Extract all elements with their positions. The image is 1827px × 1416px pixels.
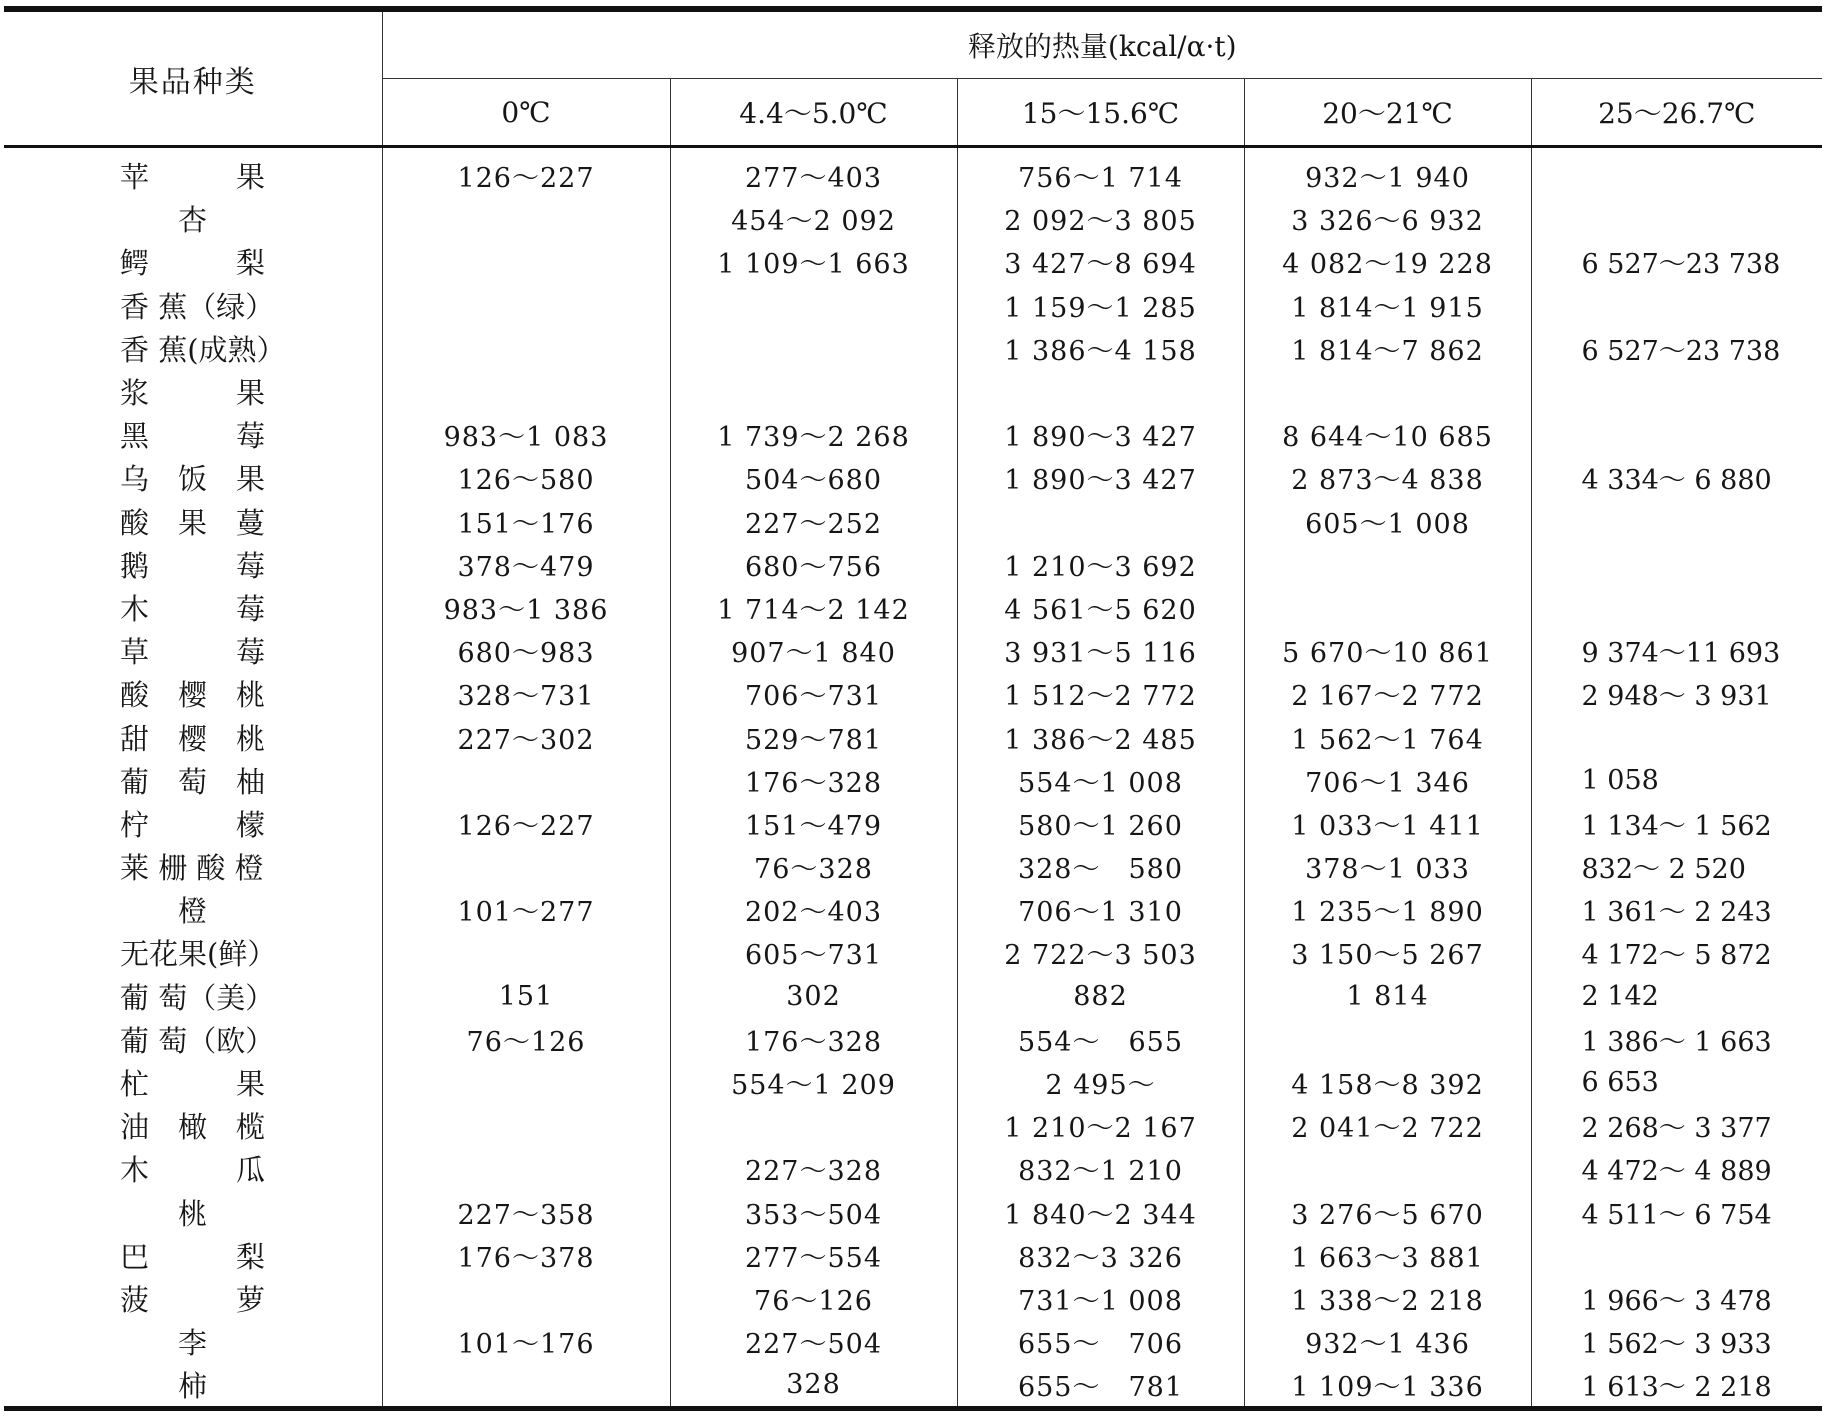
heat-value-cell-4 (1531, 1234, 1822, 1277)
heat-release-table-frame (4, 6, 1822, 1408)
heat-value-cell-0: 328～731 (382, 672, 670, 715)
table-row (4, 500, 1822, 543)
heat-value-cell-0: 76～126 (382, 1018, 670, 1061)
heat-value-cell-3 (1244, 370, 1531, 413)
heat-value-cell-3: 2 873～4 838 (1244, 456, 1531, 499)
heat-value-cell-4 (1531, 543, 1822, 586)
heat-value-cell-1: 554～1 209 (670, 1061, 957, 1104)
heat-value-cell-4 (1531, 147, 1822, 198)
heat-value-cell-4: 9 374～11 693 (1531, 629, 1822, 672)
heat-value-cell-1: 907～1 840 (670, 629, 957, 672)
heat-value-cell-3: 378～1 033 (1244, 845, 1531, 888)
heat-value-cell-0: 151 (382, 975, 670, 1018)
heat-value-cell-0: 126～580 (382, 456, 670, 499)
heat-value-cell-0: 378～479 (382, 543, 670, 586)
heat-value-cell-3 (1244, 1147, 1531, 1190)
heat-value-cell-1: 504～680 (670, 456, 957, 499)
heat-value-cell-4: 2 268～ 3 377 (1531, 1104, 1822, 1147)
heat-value-cell-3: 932～1 940 (1244, 147, 1531, 198)
heat-value-cell-1: 328 (670, 1363, 957, 1409)
heat-value-cell-4: 1 613～ 2 218 (1531, 1363, 1822, 1409)
heat-value-cell-2 (957, 500, 1244, 543)
heat-value-cell-1 (670, 327, 957, 370)
fruit-name-cell: 酸 果 蔓 (120, 505, 266, 540)
table-row (4, 759, 1822, 802)
fruit-name-cell: 油 橄 榄 (120, 1110, 266, 1145)
heat-value-cell-3 (1244, 543, 1531, 586)
heat-value-cell-4: 1 058 (1531, 759, 1822, 802)
heat-value-cell-1: 706～731 (670, 672, 957, 715)
heat-value-cell-2: 1 210～2 167 (957, 1104, 1244, 1147)
fruit-name-cell: 苹 果 (120, 160, 266, 195)
heat-value-cell-4: 4 472～ 4 889 (1531, 1147, 1822, 1190)
heat-value-cell-2: 1 890～3 427 (957, 413, 1244, 456)
heat-value-cell-4 (1531, 500, 1822, 543)
heat-value-cell-4: 1 361～ 2 243 (1531, 888, 1822, 931)
heat-value-cell-3: 1 338～2 218 (1244, 1277, 1531, 1320)
temp-header-0: 0℃ (382, 79, 670, 147)
heat-value-cell-1: 1 714～2 142 (670, 586, 957, 629)
heat-value-cell-0 (382, 1277, 670, 1320)
heat-value-cell-0 (382, 1061, 670, 1104)
heat-value-cell-0 (382, 240, 670, 283)
table-row (4, 715, 1822, 758)
heat-value-cell-2: 1 159～1 285 (957, 284, 1244, 327)
heat-value-cell-2: 756～1 714 (957, 147, 1244, 198)
fruit-name-cell: 香 蕉(成熟） (120, 332, 286, 367)
heat-value-cell-1: 202～403 (670, 888, 957, 931)
heat-value-cell-4: 1 386～ 1 663 (1531, 1018, 1822, 1061)
heat-value-cell-3: 706～1 346 (1244, 759, 1531, 802)
heat-value-cell-2: 655～ 781 (957, 1363, 1244, 1409)
table-row (4, 197, 1822, 240)
heat-value-cell-2: 1 386～2 485 (957, 715, 1244, 758)
heat-value-cell-4 (1531, 197, 1822, 240)
heat-value-cell-3: 1 814 (1244, 975, 1531, 1018)
heat-value-cell-1: 680～756 (670, 543, 957, 586)
heat-value-cell-2: 1 840～2 344 (957, 1191, 1244, 1234)
heat-value-cell-1: 1 109～1 663 (670, 240, 957, 283)
table-row (4, 543, 1822, 586)
heat-value-cell-2: 328～ 580 (957, 845, 1244, 888)
heat-value-cell-2: 1 386～4 158 (957, 327, 1244, 370)
table-row (4, 1018, 1822, 1061)
heat-value-cell-2: 554～ 655 (957, 1018, 1244, 1061)
table-row (4, 1104, 1822, 1147)
table-row (4, 327, 1822, 370)
heat-value-cell-0: 176～378 (382, 1234, 670, 1277)
fruit-name-cell: 鳄 梨 (120, 246, 266, 281)
table-row (4, 975, 1822, 1018)
fruit-name-cell: 酸 樱 桃 (120, 678, 266, 713)
heat-value-cell-4 (1531, 413, 1822, 456)
table-row (4, 284, 1822, 327)
heat-value-cell-2: 1 210～3 692 (957, 543, 1244, 586)
heat-value-cell-0: 227～302 (382, 715, 670, 758)
fruit-name-cell: 黑 莓 (120, 419, 266, 454)
table-body (4, 147, 1822, 1409)
fruit-name-cell: 浆 果 (120, 376, 266, 411)
heat-value-cell-1: 227～328 (670, 1147, 957, 1190)
heat-value-cell-0: 101～277 (382, 888, 670, 931)
heat-value-cell-4: 1 562～ 3 933 (1531, 1320, 1822, 1363)
table-row (4, 1061, 1822, 1104)
table-row (4, 147, 1822, 198)
heat-value-cell-1: 227～252 (670, 500, 957, 543)
heat-value-cell-2: 655～ 706 (957, 1320, 1244, 1363)
heat-value-cell-3: 3 276～5 670 (1244, 1191, 1531, 1234)
heat-value-cell-1: 277～554 (670, 1234, 957, 1277)
table-row (4, 240, 1822, 283)
heat-value-cell-2: 706～1 310 (957, 888, 1244, 931)
heat-value-cell-2: 832～1 210 (957, 1147, 1244, 1190)
heat-value-cell-3: 605～1 008 (1244, 500, 1531, 543)
table-row (4, 1277, 1822, 1320)
fruit-category-header: 果品种类 (4, 9, 382, 147)
heat-value-cell-1: 605～731 (670, 931, 957, 974)
heat-value-cell-4: 6 527～23 738 (1531, 327, 1822, 370)
heat-value-cell-2: 1 890～3 427 (957, 456, 1244, 499)
heat-value-cell-4: 1 966～ 3 478 (1531, 1277, 1822, 1320)
heat-value-cell-2: 2 722～3 503 (957, 931, 1244, 974)
heat-value-cell-4: 6 527～23 738 (1531, 240, 1822, 283)
heat-value-cell-0: 126～227 (382, 147, 670, 198)
temp-header-4: 25～26.7℃ (1531, 79, 1822, 147)
heat-value-cell-4: 4 172～ 5 872 (1531, 931, 1822, 974)
heat-value-cell-4: 6 653 (1531, 1061, 1822, 1104)
heat-value-cell-4: 2 142 (1531, 975, 1822, 1018)
fruit-name-cell: 木 瓜 (120, 1153, 266, 1188)
heat-value-cell-3: 1 814～7 862 (1244, 327, 1531, 370)
heat-value-cell-0: 983～1 386 (382, 586, 670, 629)
heat-value-cell-0: 680～983 (382, 629, 670, 672)
heat-value-cell-3: 3 326～6 932 (1244, 197, 1531, 240)
heat-value-cell-3 (1244, 586, 1531, 629)
table-row (4, 672, 1822, 715)
heat-value-cell-0: 101～176 (382, 1320, 670, 1363)
heat-value-cell-0: 151～176 (382, 500, 670, 543)
table-row (4, 456, 1822, 499)
heat-value-cell-0 (382, 284, 670, 327)
heat-value-cell-2: 2 092～3 805 (957, 197, 1244, 240)
heat-value-cell-4: 2 948～ 3 931 (1531, 672, 1822, 715)
fruit-name-cell: 橙 (120, 894, 208, 929)
fruit-name-cell: 木 莓 (120, 591, 266, 626)
heat-value-cell-4: 832～ 2 520 (1531, 845, 1822, 888)
fruit-name-cell: 李 (120, 1326, 208, 1361)
heat-value-cell-2: 731～1 008 (957, 1277, 1244, 1320)
heat-value-cell-1: 76～328 (670, 845, 957, 888)
fruit-name-cell: 葡 萄（欧） (120, 1023, 275, 1058)
heat-value-cell-3: 5 670～10 861 (1244, 629, 1531, 672)
table-row (4, 888, 1822, 931)
heat-value-cell-4: 4 511～ 6 754 (1531, 1191, 1822, 1234)
heat-value-cell-0: 227～358 (382, 1191, 670, 1234)
heat-value-cell-1: 277～403 (670, 147, 957, 198)
fruit-name-cell: 香 蕉（绿） (120, 289, 275, 324)
temp-header-2: 15～15.6℃ (957, 79, 1244, 147)
table-row (4, 370, 1822, 413)
heat-value-cell-3: 2 167～2 772 (1244, 672, 1531, 715)
heat-released-header: 释放的热量(kcal/α·t) (382, 9, 1822, 79)
heat-value-cell-1: 454～2 092 (670, 197, 957, 240)
heat-value-cell-3: 1 235～1 890 (1244, 888, 1531, 931)
heat-value-cell-0 (382, 1147, 670, 1190)
heat-value-cell-3: 1 663～3 881 (1244, 1234, 1531, 1277)
fruit-name-cell: 鹅 莓 (120, 548, 266, 583)
heat-value-cell-3: 3 150～5 267 (1244, 931, 1531, 974)
heat-value-cell-3 (1244, 1018, 1531, 1061)
table-row (4, 586, 1822, 629)
heat-value-cell-4: 1 134～ 1 562 (1531, 802, 1822, 845)
heat-value-cell-1 (670, 284, 957, 327)
heat-value-cell-1: 353～504 (670, 1191, 957, 1234)
heat-value-cell-0 (382, 931, 670, 974)
heat-release-table (4, 6, 1822, 1411)
heat-value-cell-3: 2 041～2 722 (1244, 1104, 1531, 1147)
fruit-name-cell: 无花果(鲜） (120, 937, 277, 972)
heat-value-cell-3: 1 109～1 336 (1244, 1363, 1531, 1409)
heat-value-cell-0: 983～1 083 (382, 413, 670, 456)
table-row (4, 629, 1822, 672)
heat-value-cell-1: 176～328 (670, 759, 957, 802)
heat-value-cell-0 (382, 370, 670, 413)
heat-value-cell-2: 2 495～ (957, 1061, 1244, 1104)
heat-value-cell-0 (382, 1104, 670, 1147)
fruit-name-cell: 草 莓 (120, 635, 266, 670)
fruit-name-cell: 柠 檬 (120, 807, 266, 842)
fruit-name-cell: 菠 萝 (120, 1282, 266, 1317)
table-row (4, 1234, 1822, 1277)
heat-value-cell-3: 4 082～19 228 (1244, 240, 1531, 283)
fruit-name-cell: 杏 (120, 203, 208, 238)
fruit-name-cell: 柿 (4, 1363, 382, 1409)
fruit-name-cell: 莱 栅 酸 橙 (120, 851, 264, 886)
fruit-name-cell: 桃 (120, 1196, 208, 1231)
heat-value-cell-1: 176～328 (670, 1018, 957, 1061)
heat-value-cell-4 (1531, 715, 1822, 758)
heat-value-cell-1: 1 739～2 268 (670, 413, 957, 456)
heat-value-cell-0 (382, 197, 670, 240)
table-row (4, 1363, 1822, 1409)
table-row (4, 1147, 1822, 1190)
fruit-name-cell: 甜 樱 桃 (120, 721, 266, 756)
table-row (4, 802, 1822, 845)
heat-value-cell-0 (382, 1363, 670, 1409)
heat-value-cell-4 (1531, 586, 1822, 629)
heat-value-cell-1 (670, 370, 957, 413)
heat-value-cell-3: 1 562～1 764 (1244, 715, 1531, 758)
heat-value-cell-3: 1 814～1 915 (1244, 284, 1531, 327)
heat-value-cell-4 (1531, 284, 1822, 327)
heat-value-cell-0: 126～227 (382, 802, 670, 845)
heat-value-cell-1 (670, 1104, 957, 1147)
fruit-name-cell: 葡 萄（美） (120, 980, 275, 1015)
heat-value-cell-4 (1531, 370, 1822, 413)
table-row (4, 931, 1822, 974)
heat-value-cell-1: 227～504 (670, 1320, 957, 1363)
heat-value-cell-2: 882 (957, 975, 1244, 1018)
heat-value-cell-2: 3 427～8 694 (957, 240, 1244, 283)
heat-value-cell-3: 8 644～10 685 (1244, 413, 1531, 456)
table-row (4, 413, 1822, 456)
heat-value-cell-3: 932～1 436 (1244, 1320, 1531, 1363)
heat-value-cell-2: 1 512～2 772 (957, 672, 1244, 715)
heat-value-cell-0 (382, 327, 670, 370)
temp-header-3: 20～21℃ (1244, 79, 1531, 147)
fruit-name-cell: 葡 萄 柚 (120, 764, 266, 799)
heat-value-cell-1: 302 (670, 975, 957, 1018)
table-header (4, 9, 1822, 147)
heat-value-cell-2: 580～1 260 (957, 802, 1244, 845)
heat-value-cell-2 (957, 370, 1244, 413)
heat-value-cell-2: 832～3 326 (957, 1234, 1244, 1277)
heat-value-cell-0 (382, 845, 670, 888)
heat-value-cell-2: 3 931～5 116 (957, 629, 1244, 672)
heat-value-cell-3: 1 033～1 411 (1244, 802, 1531, 845)
heat-value-cell-1: 529～781 (670, 715, 957, 758)
heat-value-cell-2: 554～1 008 (957, 759, 1244, 802)
fruit-name-cell: 杧 果 (120, 1067, 266, 1102)
table-row (4, 1191, 1822, 1234)
heat-value-cell-2: 4 561～5 620 (957, 586, 1244, 629)
table-row (4, 1320, 1822, 1363)
table-row (4, 845, 1822, 888)
heat-value-cell-3: 4 158～8 392 (1244, 1061, 1531, 1104)
fruit-name-cell: 乌 饭 果 (120, 462, 266, 497)
heat-value-cell-0 (382, 759, 670, 802)
heat-value-cell-1: 76～126 (670, 1277, 957, 1320)
fruit-name-cell: 巴 梨 (120, 1239, 266, 1274)
heat-value-cell-1: 151～479 (670, 802, 957, 845)
temp-header-1: 4.4～5.0℃ (670, 79, 957, 147)
heat-value-cell-4: 4 334～ 6 880 (1531, 456, 1822, 499)
